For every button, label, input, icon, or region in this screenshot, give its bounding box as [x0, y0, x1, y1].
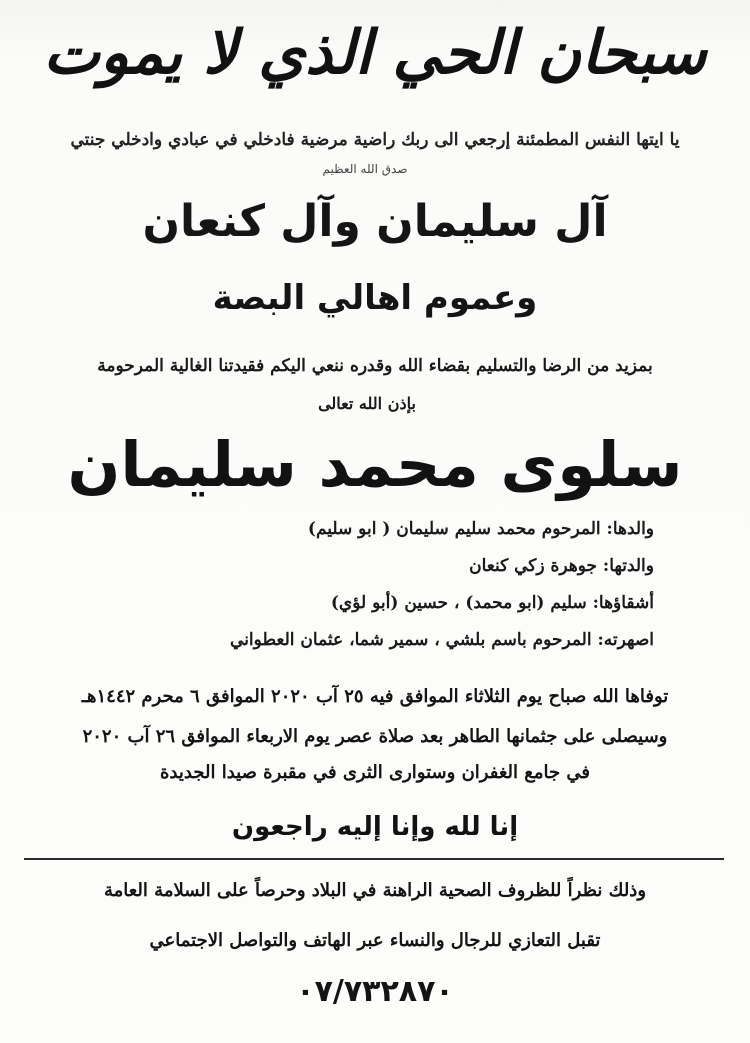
divider-line	[24, 858, 724, 860]
health-note: وذلك نظراً للظروف الصحية الراهنة في البلاد وحرصاً على السلامة العامة	[103, 880, 647, 901]
relatives-list	[230, 520, 654, 668]
prayer-line: وسيصلى على جثمانها الطاهر بعد صلاة عصر يوم الاربعاء الموافق ٢٦ آب ٢٠٢٠	[82, 726, 668, 747]
relative-in-laws: اصهرته: المرحوم باسم بلشي ، سمير شما، عثمان العطواني	[230, 630, 654, 650]
deceased-name: سلوى محمد سليمان	[67, 428, 683, 501]
phone-number: ٠٧/٧٣٢٨٧٠	[296, 974, 454, 1009]
relative-brothers: أشقاؤها: سليم (ابو محمد) ، حسين (أبو لؤي)	[330, 593, 654, 613]
death-date-line: توفاها الله صباح يوم الثلاثاء الموافق فيه ٢٥ آب ٢٠٢٠ الموافق ٦ محرم ١٤٤٢هـ	[81, 686, 669, 707]
quran-verse: يا ايتها النفس المطمئنة إرجعي الى ربك راضية مرضية فادخلي في عبادي وادخلي جنتي	[70, 130, 680, 150]
intro-line-1: بمزيد من الرضا والتسليم بقضاء الله وقدره ننعي اليكم فقيدتنا الغالية المرحومة	[97, 356, 653, 376]
relative-father: والدها: المرحوم محمد سليم سليمان ( ابو سليم)	[307, 519, 654, 539]
announcing-families: آل سليمان وآل كنعان	[142, 196, 608, 247]
burial-line: في جامع الغفران وستوارى الثرى في مقبرة صيدا الجديدة	[160, 762, 590, 783]
announcing-village: وعموم اهالي البصة	[212, 278, 538, 318]
calligraphy-heading: سبحان الحي الذي لا يموت	[43, 18, 707, 88]
verse-attribution: صدق الله العظيم	[322, 162, 408, 176]
condolence-note: تقبل التعازي للرجال والنساء عبر الهاتف والتواصل الاجتماعي	[149, 930, 601, 951]
relative-mother: والدتها: جوهرة زكي كنعان	[469, 556, 654, 576]
intro-line-2: بإذن الله تعالى	[318, 394, 416, 413]
closing-phrase: إنا لله وإنا إليه راجعون	[231, 812, 519, 842]
